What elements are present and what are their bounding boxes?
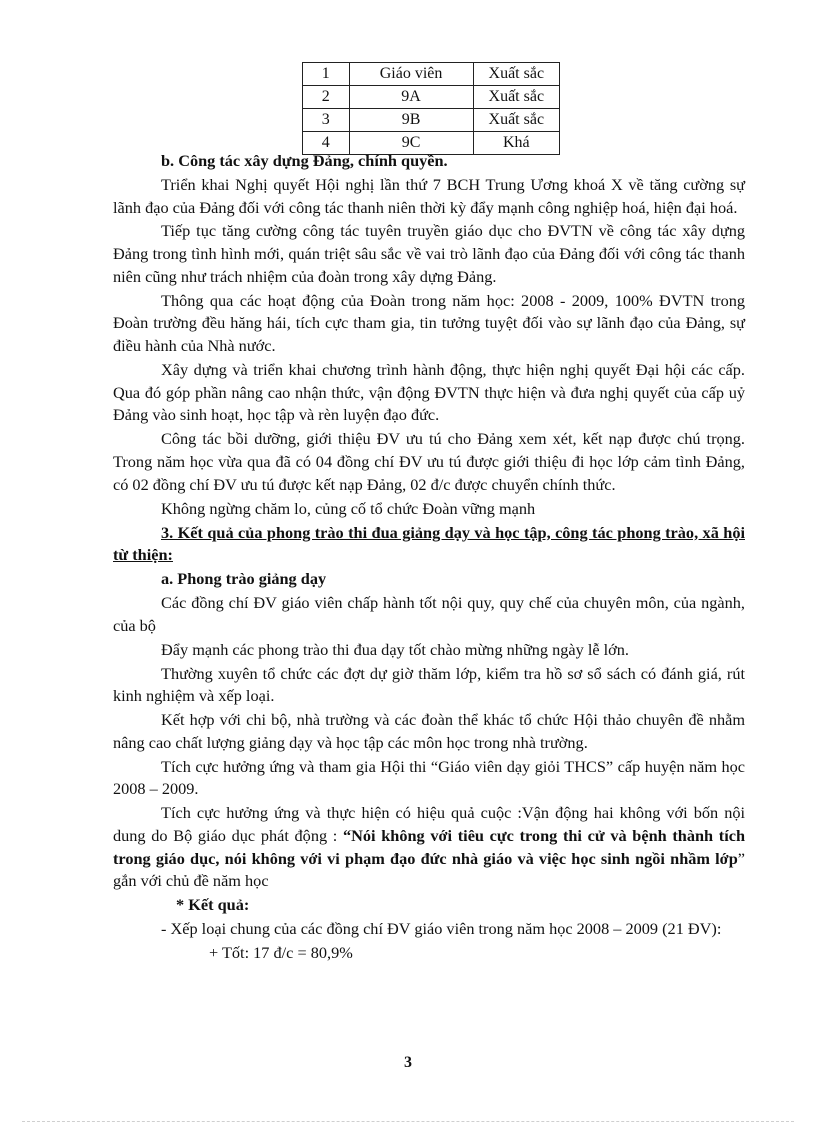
results-heading: * Kết quả:	[176, 895, 250, 915]
table-cell: Giáo viên	[349, 63, 473, 86]
paragraph: Đẩy mạnh các phong trào thi đua dạy tốt chào mừng những ngày lễ lớn.	[161, 639, 629, 659]
page-number: 3	[404, 1054, 412, 1071]
table-cell: 9C	[349, 132, 473, 155]
table-cell: Xuất sắc	[473, 63, 559, 86]
paragraph: Thông qua các hoạt động của Đoàn trong năm học: 2008 - 2009, 100% ĐVTN trong Đoàn trường đều hăng hái, tích cực tham gia, tin tưởng tuyệt đối vào sự lãnh đạo của Đảng, sự điều hành của Nhà nước.	[113, 290, 745, 356]
table-cell: 1	[303, 63, 350, 86]
paragraph: Không ngừng chăm lo, củng cố tổ chức Đoàn vững mạnh	[161, 498, 536, 518]
table-row	[303, 109, 560, 132]
campaign-slogan: “Nói không với tiêu cực trong thi cử và bệnh thành tích trong giáo dục, nói không với vi phạm đạo đức nhà giáo và việc học sinh ngồi nhầm lớp	[113, 826, 745, 868]
paragraph: Tiếp tục tăng cường công tác tuyên truyền giáo dục cho ĐVTN về công tác xây dựng Đảng trong tình hình mới, quán triệt sâu sắc về vai trò lãnh đạo của Đảng đối với công tác thanh niên cũng như trách nhiệm của đoàn trong xây dựng Đảng.	[113, 221, 745, 286]
paragraph: Xây dựng và triển khai chương trình hành động, thực hiện nghị quyết Đại hội các cấp. Qua đó góp phần nâng cao nhận thức, vận động ĐVTN thực hiện và đưa nghị quyết của cấp uỷ Đảng vào sinh hoạt, học tập và rèn luyện đạo đức.	[113, 360, 745, 425]
table-cell: Xuất sắc	[473, 86, 559, 109]
table-cell: 9A	[349, 86, 473, 109]
result-item: + Tốt: 17 đ/c = 80,9%	[209, 943, 353, 963]
paragraph: - Xếp loại chung của các đồng chí ĐV giáo viên trong năm học 2008 – 2009 (21 ĐV):	[161, 919, 722, 939]
section-heading-party-building: b. Công tác xây dựng Đảng, chính quyền.	[161, 151, 448, 170]
paragraph: Kết hợp với chi bộ, nhà trường và các đoàn thể khác tổ chức Hội thảo chuyên đề nhằm nâng cao chất lượng giảng dạy và học tập các môn học trong nhà trường.	[113, 710, 745, 752]
page-divider	[22, 1121, 794, 1122]
table-cell: 2	[303, 86, 350, 109]
table-row	[303, 86, 560, 109]
table-cell: 9B	[349, 109, 473, 132]
paragraph: Công tác bồi dưỡng, giới thiệu ĐV ưu tú cho Đảng xem xét, kết nạp được chú trọng. Trong năm học vừa qua đã có 04 đồng chí ĐV ưu tú được giới thiệu đi học lớp cảm tình Đảng, có 02 đồng chí ĐV ưu tú được kết nạp Đảng, 02 đ/c được chuyển chính thức.	[113, 429, 745, 494]
table-row	[303, 63, 560, 86]
ranking-table	[302, 62, 560, 155]
section-heading-results: 3. Kết quả của phong trào thi đua giảng dạy và học tập, công tác phong trào, xã hội từ thiện:	[113, 522, 745, 565]
table-cell: 3	[303, 109, 350, 132]
table-cell: 4	[303, 132, 350, 155]
section-heading-teaching: a. Phong trào giảng dạy	[161, 569, 327, 589]
campaign-lead: Tích cực hưởng ứng và thực hiện có hiệu quả cuộc :Vận động hai không với bốn nội dung do Bộ giáo dục phát động :	[113, 803, 745, 846]
table-cell: Khá	[473, 132, 559, 155]
campaign-paragraph	[113, 802, 745, 893]
paragraph: Triển khai Nghị quyết Hội nghị lần thứ 7 BCH Trung Ương khoá X về tăng cường sự lãnh đạo của Đảng đối với công tác thanh niên thời kỳ đẩy mạnh công nghiệp hoá, hiện đại hoá.	[113, 174, 745, 217]
paragraph: Các đồng chí ĐV giáo viên chấp hành tốt nội quy, quy chế của chuyên môn, của ngành, của bộ	[113, 593, 745, 635]
table-cell: Xuất sắc	[473, 109, 559, 132]
campaign-tail: ” gắn với chủ đề năm học	[113, 848, 745, 891]
paragraph: Tích cực hưởng ứng và tham gia Hội thi “Giáo viên dạy giỏi THCS” cấp huyện năm học 2008 – 2009.	[113, 756, 745, 799]
paragraph: Thường xuyên tổ chức các đợt dự giờ thăm lớp, kiểm tra hồ sơ sổ sách có đánh giá, rút kinh nghiệm và xếp loại.	[113, 663, 745, 706]
body-text	[113, 150, 745, 966]
